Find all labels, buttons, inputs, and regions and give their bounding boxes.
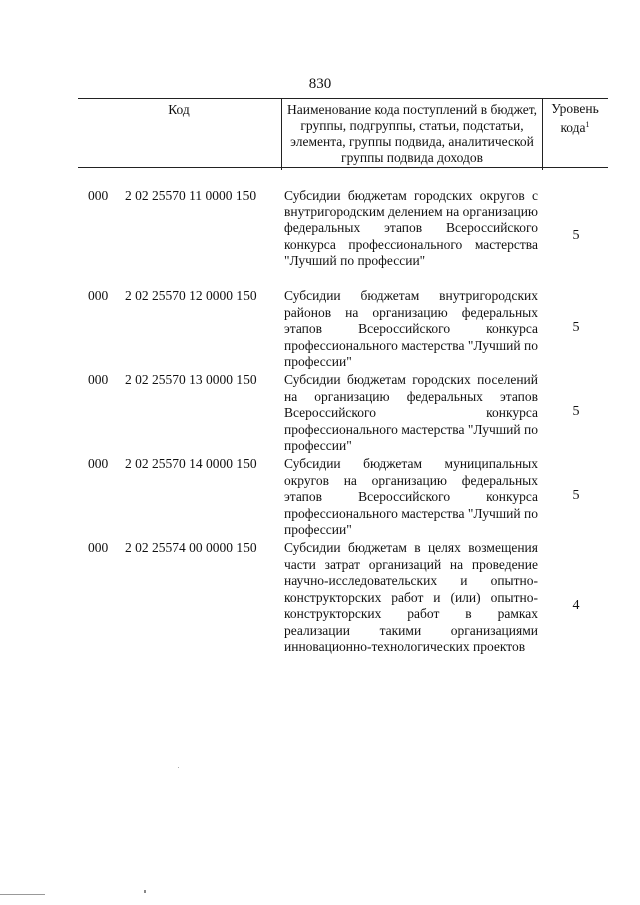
header-code: Код — [168, 102, 190, 117]
scan-speck — [178, 767, 179, 768]
page-number: 830 — [308, 76, 332, 92]
revenue-name: Субсидии бюджетам в целях возмещения части затрат организаций на проведение научно-исследовательских и опытно-конструкторских работ и (или) опытно-конструкторских работ в рамках реализации такими организациями инновационно-технологических проектов — [284, 540, 538, 654]
revenue-code: 2 02 25570 13 0000 150 — [125, 372, 257, 387]
revenue-name: Субсидии бюджетам городских округов с внутригородским делением на организацию федеральных этапов Всероссийского конкурса профессионального мастерства "Лучший по профессии" — [284, 188, 538, 268]
code-level: 5 — [572, 404, 580, 419]
admin-code: 000 — [88, 540, 109, 555]
table-header — [78, 98, 608, 168]
revenue-code: 2 02 25570 11 0000 150 — [125, 188, 257, 203]
revenue-code: 2 02 25570 14 0000 150 — [125, 456, 257, 471]
scan-marks — [0, 890, 640, 900]
header-name: Наименование кода поступлений в бюджет, группы, подгруппы, статьи, подстатьи, элемента, группы подвида, аналитической группы подвида доходов — [281, 99, 543, 170]
code-level: 5 — [572, 488, 580, 503]
header-level — [542, 99, 608, 169]
header-level-label: Уровень кода — [551, 101, 599, 135]
admin-code: 000 — [88, 288, 109, 303]
revenue-name: Субсидии бюджетам муниципальных округов на организацию федеральных этапов Всероссийского конкурса профессионального мастерства "Лучший по профессии" — [284, 456, 538, 537]
footnote-marker: 1 — [585, 120, 590, 129]
code-level: 4 — [572, 598, 580, 613]
revenue-code: 2 02 25570 12 0000 150 — [125, 288, 257, 303]
scan-tick — [144, 890, 146, 893]
admin-code: 000 — [88, 188, 109, 203]
admin-code: 000 — [88, 372, 109, 387]
code-level: 5 — [572, 228, 580, 243]
revenue-name: Субсидии бюджетам городских поселений на организацию федеральных этапов Всероссийского конкурса профессионального мастерства "Лучший по профессии" — [284, 372, 538, 453]
scan-line — [0, 894, 45, 895]
admin-code: 000 — [88, 456, 109, 471]
revenue-name: Субсидии бюджетам внутригородских районов на организацию федеральных этапов Всероссийского конкурса профессионального мастерства "Лучший по профессии" — [284, 288, 538, 369]
code-level: 5 — [572, 320, 580, 335]
revenue-code: 2 02 25574 00 0000 150 — [125, 540, 257, 555]
